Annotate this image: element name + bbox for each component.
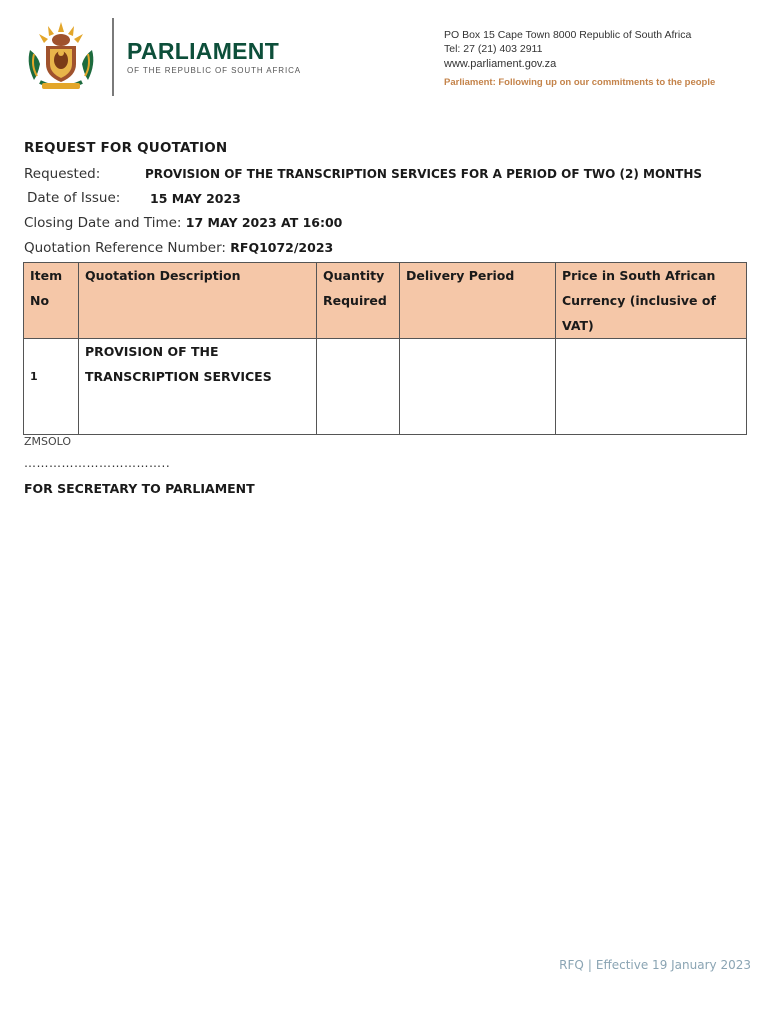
header-delivery-period: Delivery Period xyxy=(400,263,556,339)
table-header-row xyxy=(24,263,747,339)
address-line: PO Box 15 Cape Town 8000 Republic of South Africa xyxy=(444,29,692,41)
page-footer xyxy=(559,958,751,972)
requested-label: Requested: xyxy=(24,166,101,182)
signature-line: …………………………….. xyxy=(24,456,171,470)
date-of-issue-value: 15 MAY 2023 xyxy=(150,191,241,206)
closing-date-label: Closing Date and Time: xyxy=(24,215,182,231)
footer-code: RFQ xyxy=(559,958,584,972)
cell-description: PROVISION OF THE TRANSCRIPTION SERVICES xyxy=(79,339,317,435)
coat-of-arms-logo xyxy=(22,20,100,94)
reference-line xyxy=(24,240,333,256)
document-title: REQUEST FOR QUOTATION xyxy=(24,140,228,156)
organization-subtitle: OF THE REPUBLIC OF SOUTH AFRICA xyxy=(127,66,301,75)
header-price: Price in South African Currency (inclusive of VAT) xyxy=(556,263,747,339)
footer-separator: | xyxy=(587,958,592,972)
header-quantity: Quantity Required xyxy=(317,263,400,339)
table-row xyxy=(24,339,747,435)
header-item-no: Item No xyxy=(24,263,79,339)
telephone-line: Tel: 27 (21) 403 2911 xyxy=(444,43,543,55)
closing-date-value: 17 MAY 2023 AT 16:00 xyxy=(185,215,343,230)
cell-item-no: 1 xyxy=(24,339,79,435)
website-link[interactable]: www.parliament.gov.za xyxy=(444,58,557,70)
cell-price[interactable] xyxy=(556,339,747,435)
closing-date-line xyxy=(24,215,342,231)
footer-effective-date: Effective 19 January 2023 xyxy=(595,958,751,972)
cell-quantity[interactable] xyxy=(317,339,400,435)
contact-block xyxy=(444,28,691,71)
tagline: Parliament: Following up on our commitments to the people xyxy=(444,77,716,88)
header-description: Quotation Description xyxy=(79,263,317,339)
cell-delivery-period[interactable] xyxy=(400,339,556,435)
date-of-issue-label: Date of Issue: xyxy=(27,190,121,206)
organization-name: PARLIAMENT xyxy=(127,38,280,64)
header-divider xyxy=(112,18,114,96)
reference-value: RFQ1072/2023 xyxy=(230,240,334,255)
reference-label: Quotation Reference Number: xyxy=(24,240,226,256)
quotation-table xyxy=(23,262,747,435)
signatory-name: ZMSOLO xyxy=(24,435,72,448)
requested-value: PROVISION OF THE TRANSCRIPTION SERVICES FOR A PERIOD OF TWO (2) MONTHS xyxy=(145,167,703,181)
signatory-title: FOR SECRETARY TO PARLIAMENT xyxy=(24,481,255,496)
